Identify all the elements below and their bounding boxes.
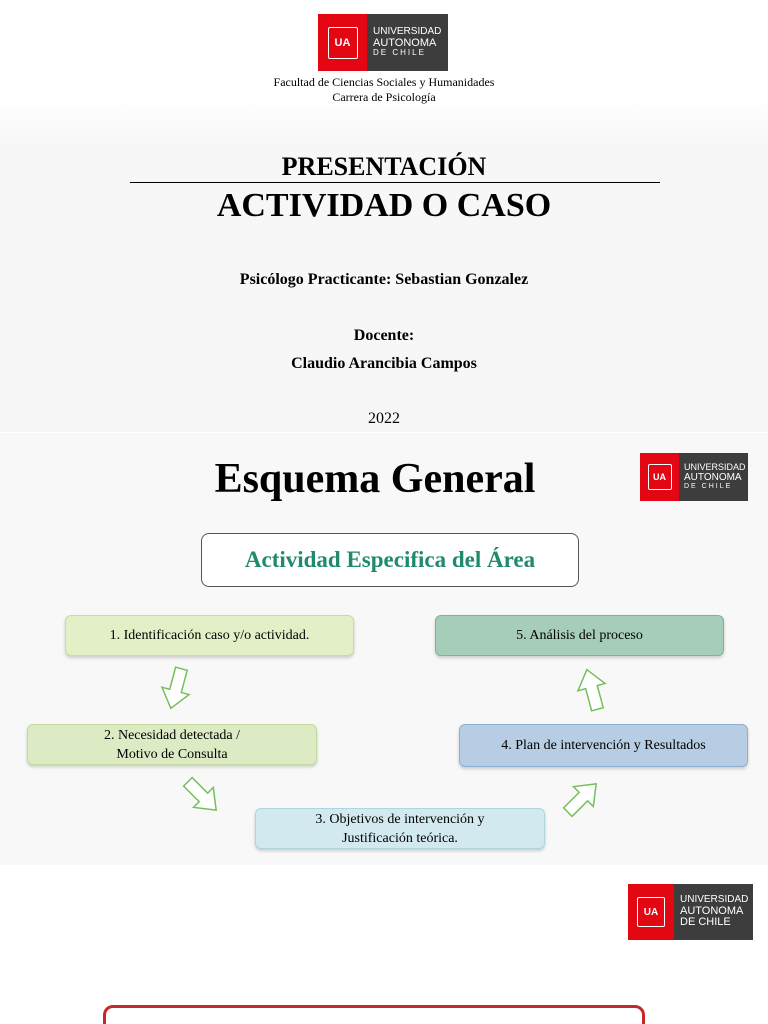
logo-seal-icon: UA — [648, 464, 672, 490]
arrow-diagonal-down-icon — [180, 776, 224, 816]
logo-wordmark — [367, 14, 448, 71]
step-2-box — [27, 724, 317, 765]
university-logo — [640, 453, 748, 501]
step-3-label-line2: Justificación teórica. — [342, 830, 458, 846]
presentation-heading: PRESENTACIÓN — [281, 152, 487, 181]
logo-line-3: DE CHILE — [684, 483, 733, 491]
area-box: Actividad Especifica del Área — [201, 533, 579, 587]
logo-seal-panel — [640, 453, 679, 501]
content-frame — [103, 1005, 645, 1024]
logo-seal-panel — [628, 884, 674, 940]
logo-line-3: DE CHILE — [373, 48, 426, 58]
step-1-box — [65, 615, 354, 656]
slide-presentation — [0, 0, 768, 432]
step-2-label-line2: Motivo de Consulta — [116, 746, 228, 762]
logo-line-2: AUTONOMA — [373, 36, 437, 49]
logo-line-1: UNIVERSIDAD — [684, 462, 746, 473]
logo-line-1: UNIVERSIDAD — [680, 894, 749, 906]
arrow-up-icon — [572, 665, 612, 713]
step-3-label-line1: 3. Objetivos de intervención y — [315, 811, 485, 827]
year-text: 2022 — [368, 410, 400, 427]
slide-partial — [0, 866, 768, 1024]
teacher-name: Claudio Arancibia Campos — [291, 355, 477, 372]
logo-line-3: DE CHILE — [680, 916, 731, 929]
step-4-label: 4. Plan de intervención y Resultados — [501, 738, 706, 753]
logo-line-1: UNIVERSIDAD — [373, 26, 442, 38]
step-4-box — [459, 724, 748, 767]
faculty-text: Facultad de Ciencias Sociales y Humanidades — [273, 75, 495, 89]
logo-seal-panel — [318, 14, 367, 71]
step-3-box — [255, 808, 545, 849]
logo-seal-icon: UA — [328, 27, 358, 59]
step-5-box — [435, 615, 724, 656]
step-5-label: 5. Análisis del proceso — [516, 628, 643, 643]
presentation-title: ACTIVIDAD O CASO — [216, 187, 552, 224]
scheme-title: Esquema General — [214, 456, 536, 502]
university-logo — [318, 14, 448, 71]
logo-line-2: AUTONOMA — [680, 904, 744, 917]
logo-wordmark — [679, 453, 748, 501]
arrow-down-icon — [156, 665, 196, 713]
step-1-label: 1. Identificación caso y/o actividad. — [109, 628, 310, 643]
practitioner-text: Psicólogo Practicante: Sebastian Gonzalez — [239, 271, 529, 288]
slide-general-scheme — [0, 433, 768, 865]
university-logo — [628, 884, 753, 940]
logo-seal-icon: UA — [637, 897, 665, 927]
logo-line-2: AUTONOMA — [684, 471, 742, 483]
heading-divider — [130, 182, 660, 183]
career-text: Carrera de Psicología — [332, 90, 436, 104]
logo-wordmark — [674, 884, 753, 940]
step-2-label-line1: 2. Necesidad detectada / — [103, 727, 241, 743]
teacher-label: Docente: — [353, 327, 415, 344]
arrow-diagonal-up-icon — [560, 778, 604, 818]
